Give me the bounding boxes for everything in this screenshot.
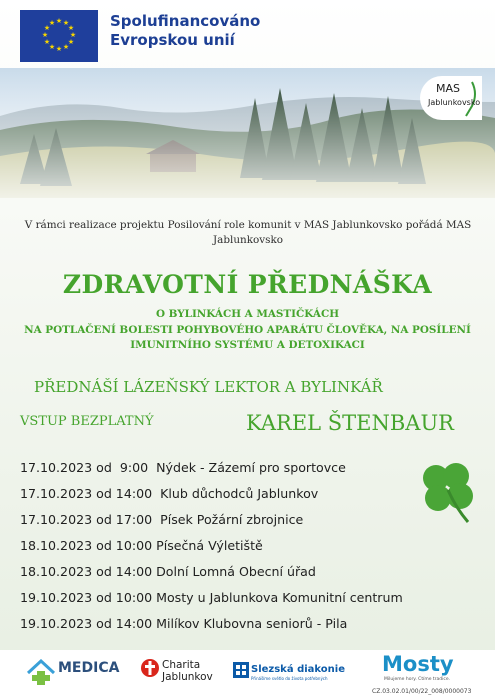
mas-logo-title: MAS: [436, 82, 460, 95]
svg-text:★: ★: [43, 38, 51, 46]
charita-logo-icon: [140, 656, 160, 684]
schedule-item: 17.10.2023 od 17:00 Písek Požární zbrojnice: [20, 512, 304, 527]
schedule-item: 17.10.2023 od 14:00 Klub důchodců Jablunkov: [20, 486, 319, 501]
svg-text:★: ★: [69, 31, 77, 39]
svg-text:★: ★: [62, 43, 70, 51]
subheadline-line-1: O BYLINKÁCH A MASTIČKÁCH: [155, 308, 340, 320]
slezska-logo-text: Slezská diakonie: [251, 664, 345, 675]
svg-text:★: ★: [67, 38, 75, 46]
svg-text:★: ★: [48, 43, 56, 51]
schedule-item: 17.10.2023 od 9:00 Nýdek - Zázemí pro sportovce: [20, 460, 346, 475]
svg-text:★: ★: [55, 17, 63, 25]
entry-fee-text: VSTUP BEZPLATNÝ: [20, 414, 154, 429]
charita-line-1: Charita: [162, 659, 201, 671]
mosty-logo-text: Mosty: [382, 652, 454, 676]
schedule-item: 19.10.2023 od 10:00 Mosty u Jablunkova Komunitní centrum: [20, 590, 403, 605]
charita-logo-text: [162, 659, 213, 683]
lecturer-label: PŘEDNÁŠÍ LÁZEŇSKÝ LEKTOR A BYLINKÁŘ: [34, 378, 383, 396]
schedule-item: 18.10.2023 od 14:00 Dolní Lomná Obecní úřad: [20, 564, 316, 579]
svg-text:★: ★: [41, 31, 49, 39]
project-code: CZ.03.02.01/00/22_008/0000073: [372, 688, 472, 695]
subheadline: [14, 307, 481, 354]
svg-text:★: ★: [62, 19, 70, 27]
schedule-item: 19.10.2023 od 14:00 Milíkov Klubovna seniorů - Pila: [20, 616, 348, 631]
slezska-logo-tagline: Přinášíme světlo do života potřebných: [251, 676, 328, 681]
page-title: ZDRAVOTNÍ PŘEDNÁŠKA: [62, 270, 433, 299]
mas-logo-subtitle: Jablunkovsko: [428, 98, 481, 107]
medica-logo-text: MEDICA: [58, 660, 120, 676]
schedule-list: [20, 458, 440, 640]
mosty-logo-tagline: Milujeme hory. Ctíme tradice.: [384, 677, 451, 682]
slezska-logo-icon: [233, 662, 249, 682]
clover-icon: [412, 458, 484, 528]
svg-text:★: ★: [55, 45, 63, 53]
svg-text:★: ★: [43, 24, 51, 32]
eu-flag-icon: [20, 10, 98, 62]
eu-line-1: Spolufinancováno: [110, 12, 261, 30]
svg-text:★: ★: [67, 24, 75, 32]
charita-line-2: Jablunkov: [162, 671, 213, 683]
medica-logo-icon: [26, 659, 56, 691]
eu-line-2: Evropskou unií: [110, 31, 235, 49]
subheadline-line-2: NA POTLAČENÍ BOLESTI POHYBOVÉHO APARÁTU ČLOVĚKA, NA POSÍLENÍ: [24, 323, 471, 336]
subheadline-line-3: IMUNITNÍHO SYSTÉMU A DETOXIKACI: [130, 339, 365, 351]
eu-funding-text: [110, 12, 260, 50]
lecturer-name: KAREL ŠTENBAUR: [246, 411, 454, 435]
intro-text: V rámci realizace projektu Posilování role komunit v MAS Jablunkovsko pořádá MAS Jablunkovsko: [24, 219, 472, 246]
svg-text:★: ★: [48, 19, 56, 27]
schedule-item: 18.10.2023 od 10:00 Písečná Výletiště: [20, 538, 263, 553]
